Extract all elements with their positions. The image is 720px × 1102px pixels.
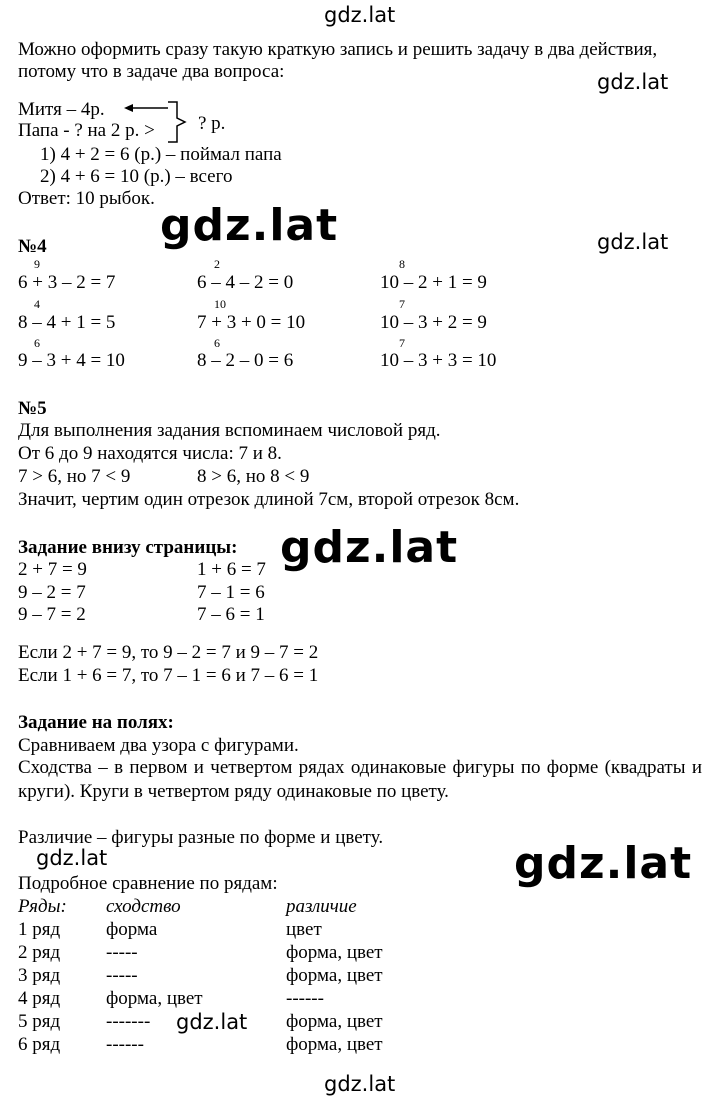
bottom-if-1: Если 2 + 7 = 9, то 9 – 2 = 7 и 9 – 7 = 2 (18, 642, 319, 663)
n5-compare-2: 8 > 6, но 8 < 9 (197, 466, 310, 487)
table-row-6-label: 6 ряд (18, 1034, 61, 1055)
n5-compare-1: 7 > 6, но 7 < 9 (18, 466, 131, 487)
record-mitya: Митя – 4р. (18, 99, 105, 120)
table-row-2-diff: форма, цвет (286, 942, 383, 963)
watermark-bottom: gdz.lat (324, 1072, 396, 1096)
bottom-if-2: Если 1 + 6 = 7, то 7 – 1 = 6 и 7 – 6 = 1 (18, 665, 319, 686)
bottom-right-3: 7 – 6 = 1 (197, 604, 265, 625)
intro-line-1: Можно оформить сразу такую краткую запись и решить задачу в два действия, (18, 39, 658, 60)
table-row-6-similar: ------ (106, 1034, 144, 1055)
record-step-2: 2) 4 + 6 = 10 (р.) – всего (40, 166, 233, 187)
arrow-left-icon (124, 102, 170, 114)
n4-r3-c1: 9 – 3 + 4 = 10 (18, 350, 125, 371)
bottom-task-title: Задание внизу страницы: (18, 537, 238, 558)
table-row-2-similar: ----- (106, 942, 138, 963)
bottom-left-1: 2 + 7 = 9 (18, 559, 87, 580)
watermark-small-left: gdz.lat (36, 846, 108, 870)
n4-r1-c3-sup: 8 (399, 257, 405, 271)
intro-line-2: потому что в задаче два вопроса: (18, 61, 285, 82)
brace-icon (165, 100, 191, 146)
record-step-1: 1) 4 + 2 = 6 (р.) – поймал папа (40, 144, 282, 165)
bottom-right-1: 1 + 6 = 7 (197, 559, 266, 580)
table-row-5-similar: ------- (106, 1011, 151, 1032)
n5-line-2: От 6 до 9 находятся числа: 7 и 8. (18, 443, 282, 464)
n4-r2-c3: 10 – 3 + 2 = 9 (380, 312, 487, 333)
table-header-difference: различие (286, 896, 357, 917)
table-header-similarity: сходство (106, 896, 181, 917)
n4-r3-c2-sup: 6 (214, 336, 220, 350)
table-row-1-similar: форма (106, 919, 158, 940)
watermark-right-2: gdz.lat (597, 230, 669, 254)
watermark-big-2: gdz.lat (280, 522, 459, 573)
n4-r2-c2: 7 + 3 + 0 = 10 (197, 312, 306, 333)
bottom-right-2: 7 – 1 = 6 (197, 582, 265, 603)
watermark-big-3: gdz.lat (514, 838, 693, 889)
n5-line-4: Значит, чертим один отрезок длиной 7см, второй отрезок 8см. (18, 489, 520, 510)
margin-detail: Подробное сравнение по рядам: (18, 873, 278, 894)
margin-line-1: Сравниваем два узора с фигурами. (18, 735, 299, 756)
record-papa: Папа - ? на 2 р. > (18, 120, 155, 141)
n4-r2-c2-sup: 10 (214, 297, 226, 311)
n4-r2-c3-sup: 7 (399, 297, 405, 311)
table-row-5-label: 5 ряд (18, 1011, 61, 1032)
n4-r3-c3: 10 – 3 + 3 = 10 (380, 350, 497, 371)
watermark-right-1: gdz.lat (597, 70, 669, 94)
n4-r2-c1: 8 – 4 + 1 = 5 (18, 312, 116, 333)
table-row-3-similar: ----- (106, 965, 138, 986)
n4-r1-c1: 6 + 3 – 2 = 7 (18, 272, 116, 293)
margin-difference: Различие – фигуры разные по форме и цвету. (18, 827, 384, 848)
table-header-rows: Ряды: (18, 896, 67, 917)
table-row-3-label: 3 ряд (18, 965, 61, 986)
n4-r3-c2: 8 – 2 – 0 = 6 (197, 350, 294, 371)
bottom-left-2: 9 – 2 = 7 (18, 582, 86, 603)
margin-similarity: Сходства – в первом и четвертом рядах одинаковые фигуры по форме (квадраты и круги). Круги в четвертом ряду одинаковые по цвету. (18, 757, 702, 802)
n4-r3-c1-sup: 6 (34, 336, 40, 350)
bottom-left-3: 9 – 7 = 2 (18, 604, 86, 625)
n4-r3-c3-sup: 7 (399, 336, 405, 350)
table-row-2-label: 2 ряд (18, 942, 61, 963)
margin-task-title: Задание на полях: (18, 712, 174, 733)
table-row-4-diff: ------ (286, 988, 324, 1009)
table-row-6-diff: форма, цвет (286, 1034, 383, 1055)
n4-r2-c1-sup: 4 (34, 297, 40, 311)
n4-r1-c2: 6 – 4 – 2 = 0 (197, 272, 294, 293)
table-row-5-diff: форма, цвет (286, 1011, 383, 1032)
n4-title: №4 (18, 236, 47, 257)
table-row-4-label: 4 ряд (18, 988, 61, 1009)
table-row-3-diff: форма, цвет (286, 965, 383, 986)
record-total: ? р. (198, 113, 226, 134)
n4-r1-c3: 10 – 2 + 1 = 9 (380, 272, 487, 293)
n5-title: №5 (18, 398, 47, 419)
n4-r1-c2-sup: 2 (214, 257, 220, 271)
table-row-4-similar: форма, цвет (106, 988, 203, 1009)
record-answer: Ответ: 10 рыбок. (18, 188, 155, 209)
watermark-table: gdz.lat (176, 1010, 248, 1034)
watermark-top: gdz.lat (324, 3, 396, 27)
n5-line-1: Для выполнения задания вспоминаем числовой ряд. (18, 420, 441, 441)
table-row-1-diff: цвет (286, 919, 322, 940)
table-row-1-label: 1 ряд (18, 919, 61, 940)
watermark-big-1: gdz.lat (160, 200, 339, 251)
n4-r1-c1-sup: 9 (34, 257, 40, 271)
